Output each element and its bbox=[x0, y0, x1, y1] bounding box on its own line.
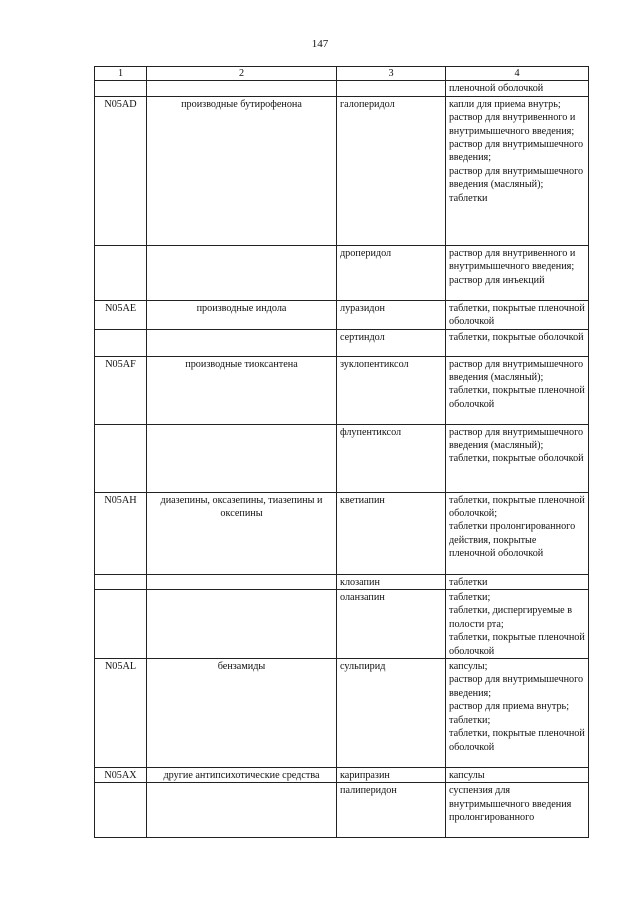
dosage-forms: капсулы bbox=[446, 768, 589, 783]
drug-name: дроперидол bbox=[337, 245, 446, 300]
column-header-1: 1 bbox=[95, 67, 147, 81]
dosage-forms: раствор для внутримышечного введения (масляный); таблетки, покрытые пленочной оболочкой bbox=[446, 356, 589, 424]
group-name bbox=[147, 590, 337, 659]
atc-code bbox=[95, 81, 147, 96]
group-name: другие антипсихотические средства bbox=[147, 768, 337, 783]
drug-name: клозапин bbox=[337, 574, 446, 589]
column-header-4: 4 bbox=[446, 67, 589, 81]
dosage-forms: суспензия для внутримышечного введения пролонгированного bbox=[446, 783, 589, 838]
atc-code: N05AL bbox=[95, 659, 147, 768]
atc-code: N05AF bbox=[95, 356, 147, 424]
atc-code bbox=[95, 590, 147, 659]
drug-name: луразидон bbox=[337, 300, 446, 329]
dosage-forms: таблетки, покрытые пленочной оболочкой bbox=[446, 300, 589, 329]
atc-code bbox=[95, 245, 147, 300]
drug-name: сульпирид bbox=[337, 659, 446, 768]
drug-name: флупентиксол bbox=[337, 424, 446, 492]
atc-code: N05AD bbox=[95, 96, 147, 245]
table-row bbox=[95, 300, 589, 329]
group-name bbox=[147, 783, 337, 838]
drug-name: оланзапин bbox=[337, 590, 446, 659]
table-row bbox=[95, 590, 589, 659]
table-row bbox=[95, 783, 589, 838]
table-header-row bbox=[95, 67, 589, 81]
drug-name: кветиапин bbox=[337, 492, 446, 574]
atc-code bbox=[95, 783, 147, 838]
drug-name: сертиндол bbox=[337, 329, 446, 356]
dosage-forms: раствор для внутримышечного введения (масляный); таблетки, покрытые оболочкой bbox=[446, 424, 589, 492]
table-row bbox=[95, 768, 589, 783]
group-name bbox=[147, 329, 337, 356]
column-header-2: 2 bbox=[147, 67, 337, 81]
group-name bbox=[147, 245, 337, 300]
table-row bbox=[95, 96, 589, 245]
dosage-forms: капли для приема внутрь; раствор для внутривенного и внутримышечного введения; раствор для внутримышечного введения; раствор для внутримышечного введения (масляный); таблетки bbox=[446, 96, 589, 245]
group-name bbox=[147, 81, 337, 96]
table-row bbox=[95, 492, 589, 574]
column-header-3: 3 bbox=[337, 67, 446, 81]
group-name: производные бутирофенона bbox=[147, 96, 337, 245]
drug-table bbox=[94, 66, 589, 838]
atc-code bbox=[95, 329, 147, 356]
atc-code: N05AH bbox=[95, 492, 147, 574]
table-row bbox=[95, 574, 589, 589]
atc-code bbox=[95, 424, 147, 492]
table-row bbox=[95, 81, 589, 96]
group-name: производные тиоксантена bbox=[147, 356, 337, 424]
table-row bbox=[95, 356, 589, 424]
drug-name bbox=[337, 81, 446, 96]
page-number: 147 bbox=[311, 38, 329, 50]
table-row bbox=[95, 329, 589, 356]
group-name: диазепины, оксазепины, тиазепины и оксепины bbox=[147, 492, 337, 574]
atc-code: N05AX bbox=[95, 768, 147, 783]
dosage-forms: таблетки bbox=[446, 574, 589, 589]
drug-name: галоперидол bbox=[337, 96, 446, 245]
group-name bbox=[147, 424, 337, 492]
table-row bbox=[95, 424, 589, 492]
drug-name: карипразин bbox=[337, 768, 446, 783]
dosage-forms: таблетки; таблетки, диспергируемые в полости рта; таблетки, покрытые пленочной оболочкой bbox=[446, 590, 589, 659]
atc-code bbox=[95, 574, 147, 589]
dosage-forms: таблетки, покрытые оболочкой bbox=[446, 329, 589, 356]
table-row bbox=[95, 245, 589, 300]
dosage-forms: таблетки, покрытые пленочной оболочкой; таблетки пролонгированного действия, покрытые пленочной оболочкой bbox=[446, 492, 589, 574]
drug-name: палиперидон bbox=[337, 783, 446, 838]
dosage-forms: раствор для внутривенного и внутримышечного введения; раствор для инъекций bbox=[446, 245, 589, 300]
group-name bbox=[147, 574, 337, 589]
group-name: бензамиды bbox=[147, 659, 337, 768]
group-name: производные индола bbox=[147, 300, 337, 329]
drug-name: зуклопентиксол bbox=[337, 356, 446, 424]
dosage-forms: капсулы; раствор для внутримышечного введения; раствор для приема внутрь; таблетки; таблетки, покрытые пленочной оболочкой bbox=[446, 659, 589, 768]
dosage-forms: пленочной оболочкой bbox=[446, 81, 589, 96]
table-row bbox=[95, 659, 589, 768]
atc-code: N05AE bbox=[95, 300, 147, 329]
